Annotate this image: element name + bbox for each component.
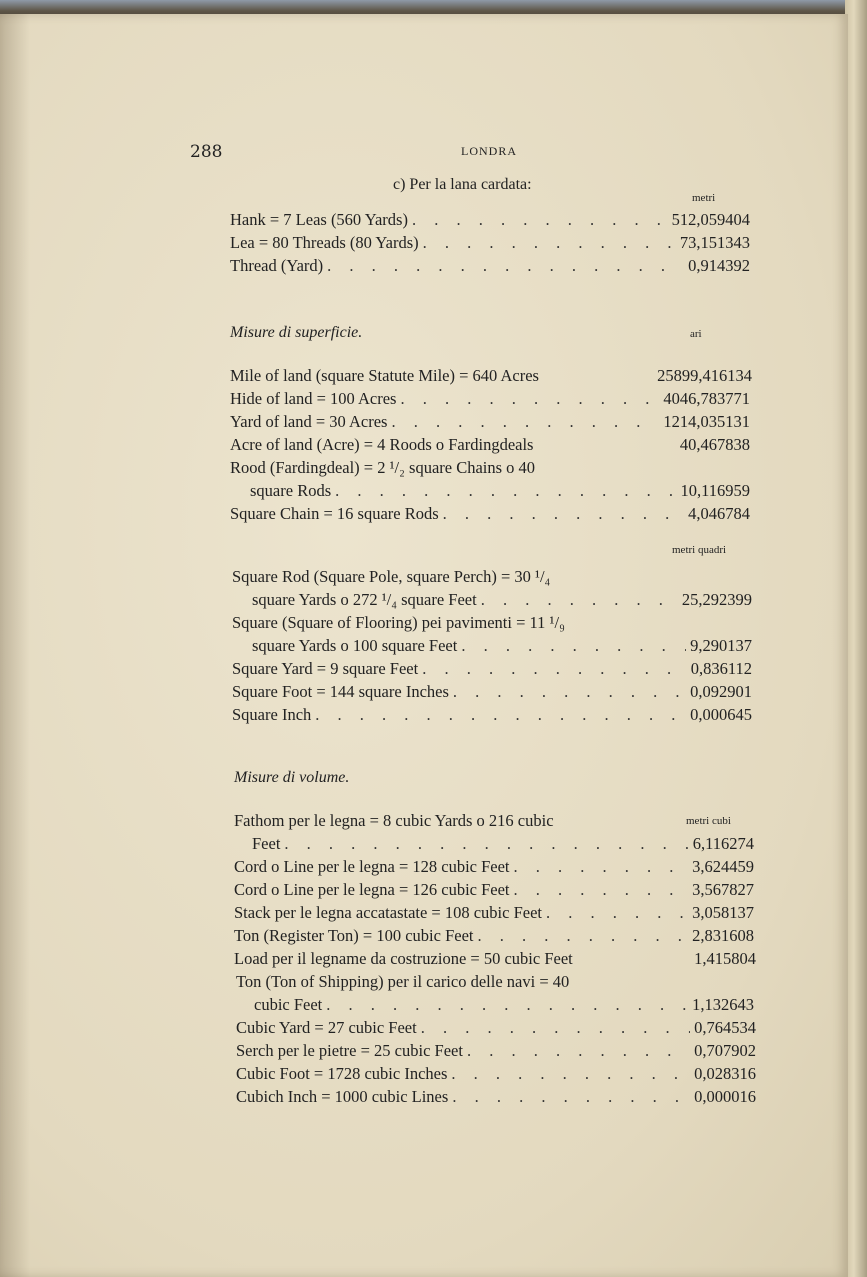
row-label: square Rods [250, 481, 332, 500]
row-label: Ton (Register Ton) = 100 cubic Feet [234, 926, 474, 945]
book-page [0, 14, 848, 1277]
row-value: 10,116959 [680, 481, 750, 500]
table-row [230, 210, 750, 232]
row-label: Cord o Line per le legna = 128 cubic Feet [234, 857, 510, 876]
section-title-volume: Misure di volume. [234, 769, 350, 786]
row-value: 0,000016 [694, 1087, 756, 1106]
table-row [252, 636, 752, 658]
row-value: 3,567827 [692, 880, 754, 899]
row-value: 1214,035131 [663, 412, 750, 431]
row-label: Feet [252, 834, 281, 853]
table-row [234, 857, 754, 879]
row-label: Hide of land = 100 Acres [230, 389, 397, 408]
row-label-wrapped: Ton (Ton of Shipping) per il carico delle navi = 40 [236, 972, 570, 991]
row-label: Thread (Yard) [230, 256, 324, 275]
table-row [234, 949, 756, 971]
table-row [232, 705, 752, 727]
row-label: Mile of land (square Statute Mile) = 640 Acres [230, 366, 539, 385]
row-label-wrapped: Fathom per le legna = 8 cubic Yards o 216 cubic [234, 811, 554, 830]
unit-metri-quadri: metri quadri [672, 544, 727, 556]
row-value: 0,707902 [694, 1041, 756, 1060]
row-value: 9,290137 [690, 636, 752, 655]
table-row [252, 590, 752, 612]
row-label: Acre of land (Acre) = 4 Roods o Fardingdeals [230, 435, 534, 454]
book-spine-edge [845, 0, 867, 1277]
row-value: 73,151343 [679, 233, 750, 252]
table-row [232, 659, 752, 681]
table-row [254, 995, 754, 1017]
table-row [252, 834, 754, 856]
table-row [236, 1087, 756, 1109]
row-label: square Yards o 100 square Feet [252, 636, 458, 655]
row-value: 1,132643 [692, 995, 754, 1014]
row-value: 25,292399 [681, 590, 752, 609]
table-row [232, 682, 752, 704]
row-value: 3,624459 [692, 857, 754, 876]
table-row [234, 903, 754, 925]
row-value: 25899,416134 [657, 366, 752, 385]
table-row [236, 1041, 756, 1063]
row-value: 40,467838 [679, 435, 750, 454]
row-value: 4046,783771 [663, 389, 750, 408]
table-row [236, 1064, 756, 1086]
row-label: Square Foot = 144 square Inches [232, 682, 449, 701]
page-number: 288 [190, 142, 223, 162]
row-label: Lea = 80 Threads (80 Yards) [230, 233, 419, 252]
unit-ari: ari [690, 328, 702, 340]
unit-metri-cubi: metri cubi [686, 815, 731, 827]
running-head: LONDRA [461, 144, 517, 158]
row-label: Load per il legname da costruzione = 50 cubic Feet [234, 949, 573, 968]
row-label: Yard of land = 30 Acres [230, 412, 388, 431]
row-label: Square Chain = 16 square Rods [230, 504, 439, 523]
subheading-lana: c) Per la lana cardata: [393, 176, 532, 193]
table-row [236, 1018, 756, 1040]
row-label: Cubic Foot = 1728 cubic Inches [236, 1064, 448, 1083]
row-value: 0,000645 [690, 705, 752, 724]
row-value: 0,836112 [690, 659, 752, 678]
row-label: Cubic Yard = 27 cubic Feet [236, 1018, 417, 1037]
table-row [230, 389, 750, 411]
table-row [230, 233, 750, 255]
row-label: Square Inch [232, 705, 312, 724]
row-value: 512,059404 [671, 210, 750, 229]
table-row [234, 880, 754, 902]
row-label-wrapped: Square (Square of Flooring) pei pavimenti = 11 ¹/₉ [232, 613, 565, 632]
row-label-wrapped: Rood (Fardingdeal) = 2 ¹/₂ square Chains o 40 [230, 458, 536, 477]
section-title-superficie: Misure di superficie. [230, 324, 363, 341]
unit-metri: metri [692, 192, 716, 204]
row-value: 1,415804 [694, 949, 756, 968]
table-row [230, 256, 750, 278]
row-label: Stack per le legna accatastate = 108 cubic Feet [234, 903, 542, 922]
row-label: square Yards o 272 ¹/₄ square Feet [252, 590, 477, 609]
table-row [234, 926, 754, 948]
row-value: 0,764534 [694, 1018, 756, 1037]
row-value: 2,831608 [692, 926, 754, 945]
table-row [230, 504, 750, 526]
row-value: 0,092901 [690, 682, 752, 701]
table-row [250, 481, 750, 503]
row-label: Square Yard = 9 square Feet [232, 659, 419, 678]
row-label: cubic Feet [254, 995, 323, 1014]
row-value: 3,058137 [692, 903, 754, 922]
row-value: 6,116274 [692, 834, 754, 853]
row-label-wrapped: Square Rod (Square Pole, square Perch) = 30 ¹/₄ [232, 567, 551, 586]
table-row [230, 435, 750, 457]
table-row [230, 366, 752, 388]
row-label: Serch per le pietre = 25 cubic Feet [236, 1041, 463, 1060]
row-label: Hank = 7 Leas (560 Yards) [230, 210, 408, 229]
row-value: 0,028316 [694, 1064, 756, 1083]
row-label: Cubich Inch = 1000 cubic Lines [236, 1087, 449, 1106]
row-value: 0,914392 [688, 256, 750, 275]
row-value: 4,046784 [688, 504, 750, 523]
row-label: Cord o Line per le legna = 126 cubic Feet [234, 880, 510, 899]
table-row [230, 412, 750, 434]
